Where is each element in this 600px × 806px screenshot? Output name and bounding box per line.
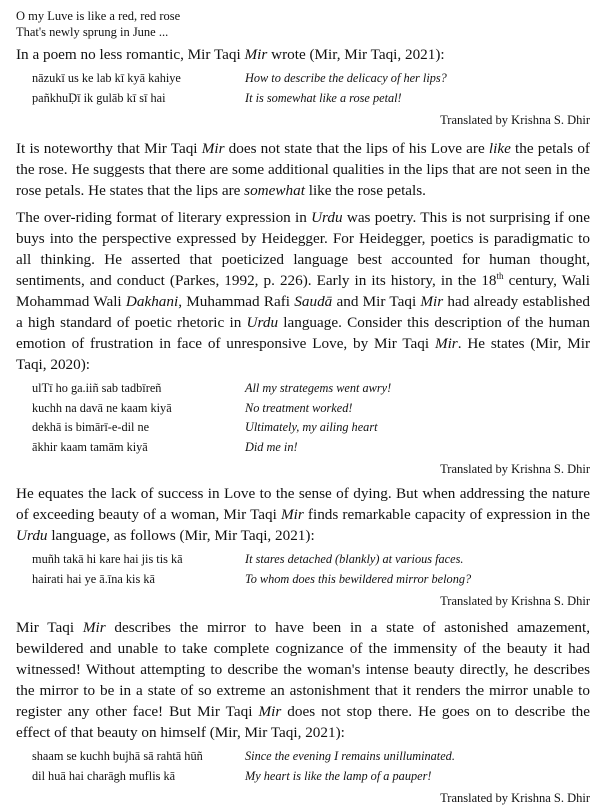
- translation-credit: Translated by Krishna S. Dhir: [440, 113, 590, 127]
- translation-credit: Translated by Krishna S. Dhir: [440, 791, 590, 805]
- paragraph-4: He equates the lack of success in Love to the sense of dying. But when addressing the nature of exceeding beauty of a woman, Mir Taqi Mir finds remarkable capacity of expression in the Urdu language, as follows (Mir, Mir Taqi, 2021):: [16, 485, 590, 544]
- verse-original: hairati hai ye ā.īna kis kā: [32, 571, 155, 586]
- epigraph-line: O my Luve is like a red, red rose: [16, 9, 181, 23]
- verse-translation: My heart is like the lamp of a pauper!: [245, 768, 432, 783]
- paragraph-5: Mir Taqi Mir describes the mirror to have been in a state of astonished amazement, bewildered and unable to take complete cognizance of the immensity of the beauty it had witnessed! Without attempting to describe the woman's intense beauty directly, he describes the mirror to be in a state of so extreme an astonishment that it renders the mirror unable to register any other face! But Mir Taqi Mir does not stop there. He goes on to describe the effect of that beauty on himself (Mir, Mir Taqi, 2021):: [16, 619, 590, 741]
- verse-translation: Ultimately, my ailing heart: [245, 420, 378, 434]
- verse-translation: It stares detached (blankly) at various faces.: [245, 552, 464, 566]
- verse-original: dekhā is bimārī-e-dil ne: [32, 420, 150, 434]
- verse-original: ākhir kaam tamām kiyā: [32, 439, 148, 454]
- verse-translation: Since the evening I remains unilluminated.: [245, 749, 455, 763]
- verse-translation: How to describe the delicacy of her lips?: [245, 71, 447, 85]
- verse-translation: Did me in!: [245, 439, 298, 454]
- verse-translation: To whom does this bewildered mirror belong?: [245, 571, 472, 586]
- epigraph: [16, 8, 590, 40]
- translation-credit: Translated by Krishna S. Dhir: [440, 462, 590, 476]
- verse-translation: It is somewhat like a rose petal!: [245, 90, 402, 105]
- verse-translation: No treatment worked!: [245, 400, 353, 415]
- verse-original: muñh takā hi kare hai jis tis kā: [32, 552, 183, 566]
- epigraph-line: That's newly sprung in June ...: [16, 25, 169, 39]
- verse-translation: All my strategems went awry!: [245, 381, 392, 395]
- verse-original: ulTī ho ga.iiñ sab tadbīreñ: [32, 381, 162, 395]
- paragraph-1: In a poem no less romantic, Mir Taqi Mir wrote (Mir, Mir Taqi, 2021):: [16, 46, 445, 63]
- verse-block-4: [16, 747, 590, 786]
- verse-block-1: [16, 69, 590, 108]
- verse-original: pañkhuḌī ik gulāb kī sī hai: [32, 90, 166, 105]
- paragraph-3: The over-riding format of literary expression in Urdu was poetry. This is not surprising if one buys into the perspective expressed by Heidegger. For Heidegger, poetics is paradigmatic to all thinking. He asserted that poeticized language best accounted for human thought, sentiments, and conduct (Parkes, 1992, p. 226). Early in its history, in the 18th century, Wali Mohammad Wali Dakhani, Muhammad Rafi Saudā and Mir Taqi Mir had already established a high standard of poetic rhetoric in Urdu language. Consider this description of the human emotion of frustration in face of unresponsive Love, by Mir Taqi Mir. He states (Mir, Mir Taqi, 2020):: [16, 209, 591, 373]
- verse-block-2: [16, 379, 590, 457]
- paragraph-2: It is noteworthy that Mir Taqi Mir does not state that the lips of his Love are like the petals of the rose. He suggests that there are some additional qualities in the lips that are not seen in the rose petals. He states that the lips are somewhat like the rose petals.: [16, 140, 590, 199]
- verse-original: kuchh na davā ne kaam kiyā: [32, 400, 172, 415]
- translation-credit: Translated by Krishna S. Dhir: [440, 594, 590, 608]
- verse-original: shaam se kuchh bujhā sā rahtā hūñ: [32, 749, 203, 763]
- verse-original: dil huā hai charāgh muflis kā: [32, 768, 176, 783]
- verse-original: nāzukī us ke lab kī kyā kahiye: [32, 71, 181, 85]
- document-page: [16, 4, 590, 806]
- verse-block-3: [16, 550, 590, 589]
